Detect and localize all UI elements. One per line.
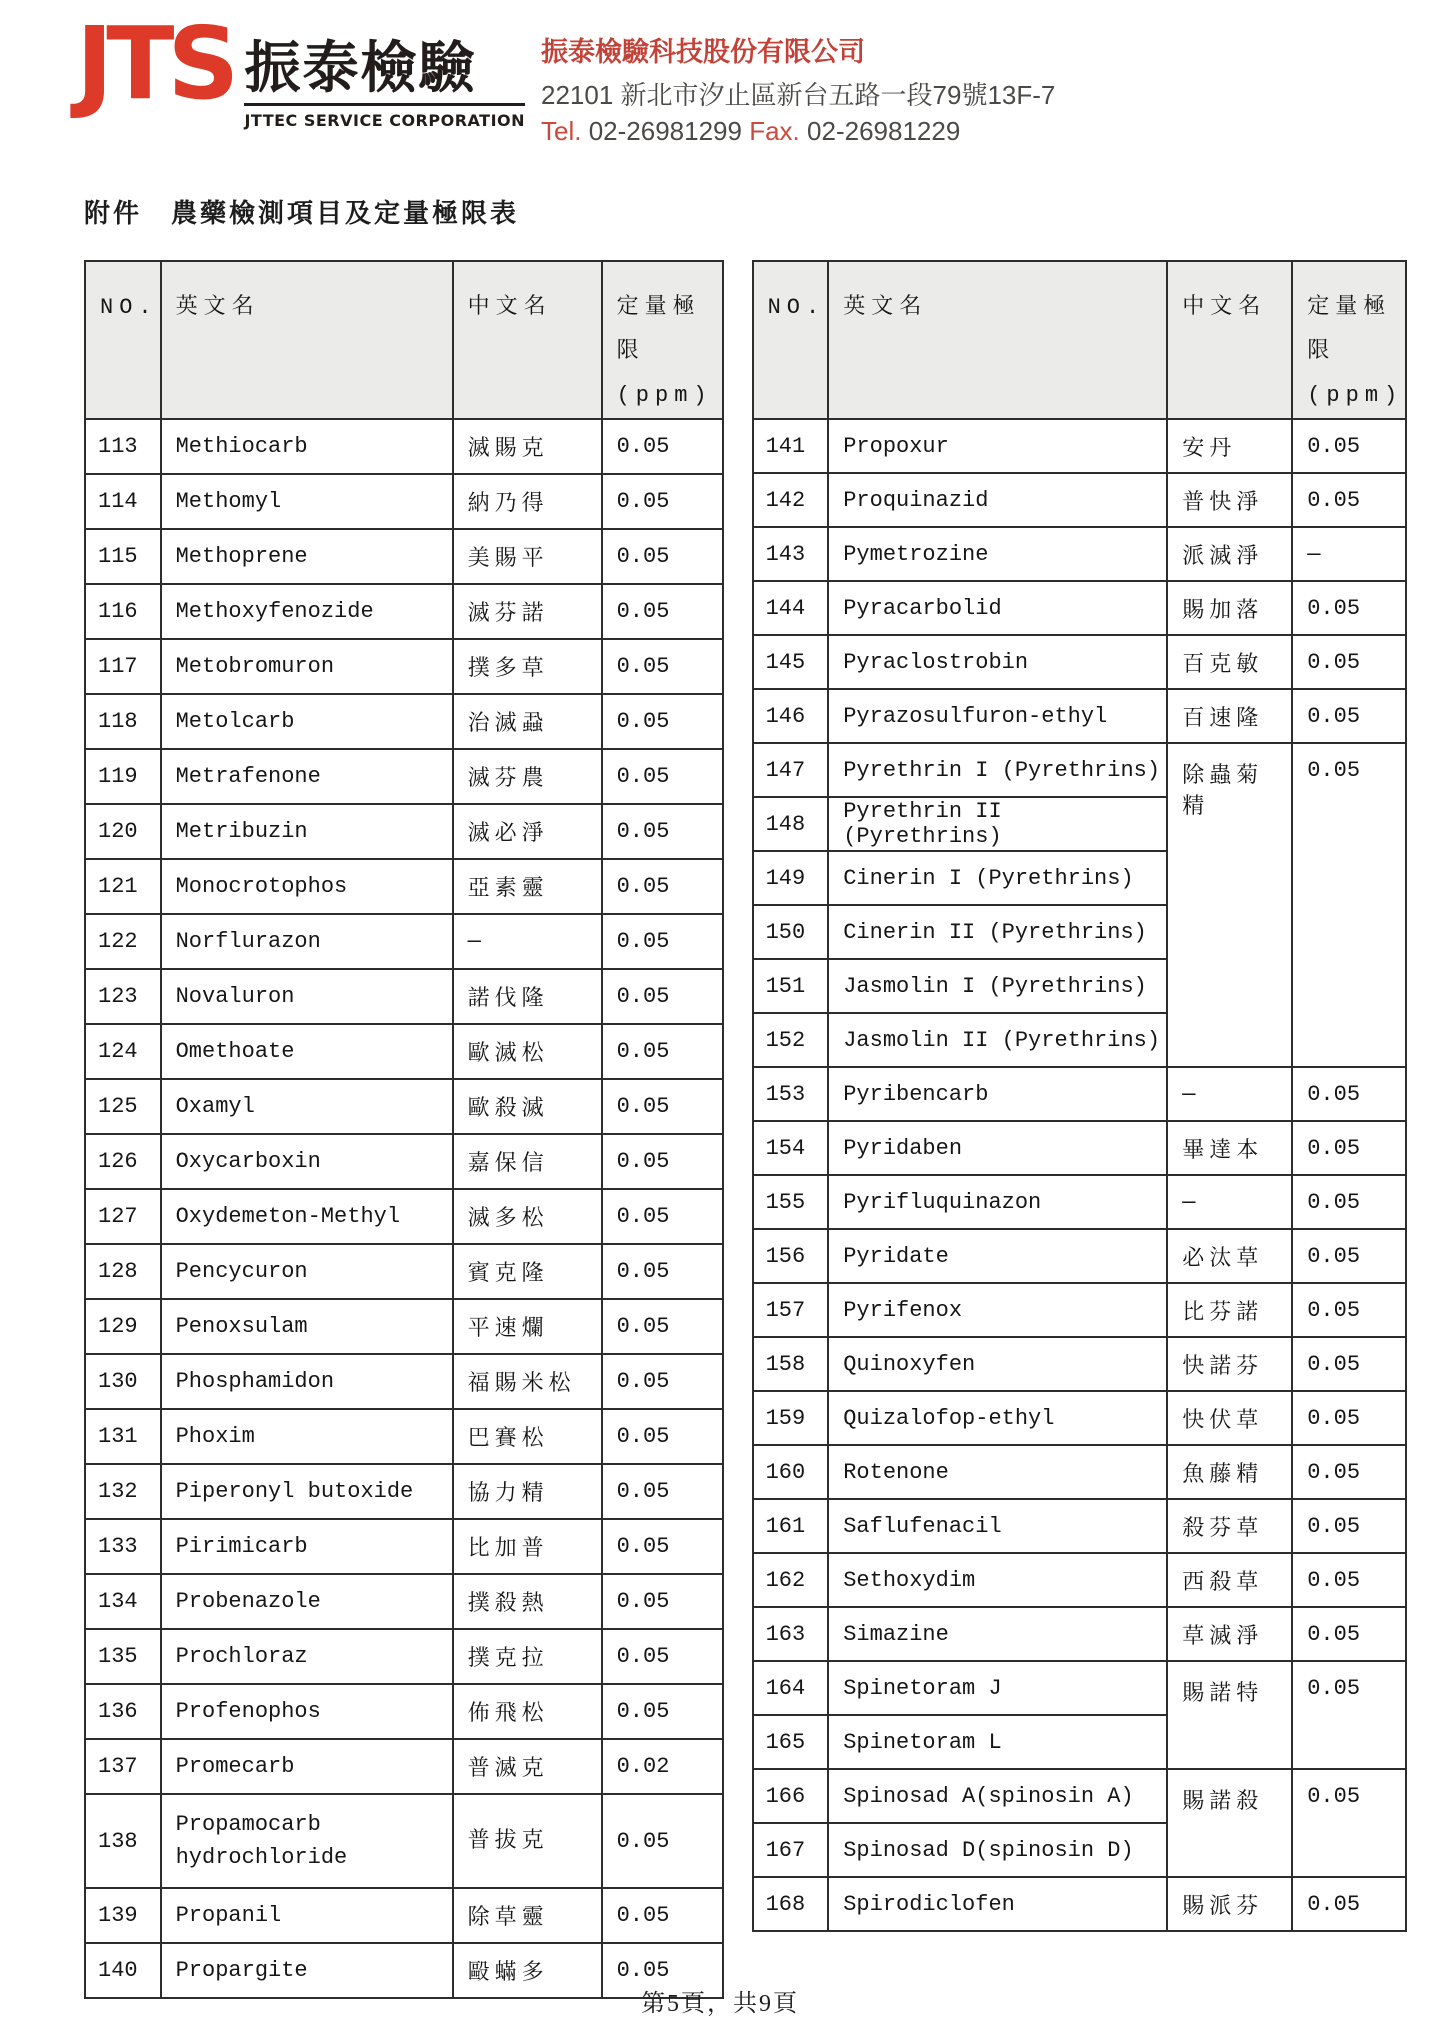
row-number: 163: [753, 1607, 829, 1661]
chinese-name: 賜派芬: [1167, 1877, 1292, 1931]
table-row: [85, 1464, 723, 1519]
limit-value: 0.05: [1292, 1121, 1406, 1175]
english-name: Pyrethrin I (Pyrethrins): [828, 743, 1167, 797]
table-row: [85, 1794, 723, 1888]
limit-value: 0.05: [1292, 1769, 1406, 1877]
chinese-name: 西殺草: [1167, 1553, 1292, 1607]
row-number: 144: [753, 581, 829, 635]
chinese-name: 滅多松: [453, 1189, 602, 1244]
row-number: 137: [85, 1739, 161, 1794]
row-number: 130: [85, 1354, 161, 1409]
table-row: [753, 419, 1407, 473]
limit-value: 0.05: [602, 1574, 723, 1629]
row-number: 114: [85, 474, 161, 529]
column-header: NO.: [753, 261, 829, 419]
english-name: Pirimicarb: [161, 1519, 453, 1574]
chinese-name: 嘉保信: [453, 1134, 602, 1189]
chinese-name: 滅賜克: [453, 419, 602, 474]
page-title: 附件 農藥檢測項目及定量極限表: [84, 199, 520, 228]
limit-value: 0.05: [602, 639, 723, 694]
table-row: [85, 1888, 723, 1943]
chinese-name: 毆蟎多: [453, 1943, 602, 1998]
english-name: Jasmolin II (Pyrethrins): [828, 1013, 1167, 1067]
table-row: [753, 635, 1407, 689]
limit-value: 0.05: [602, 1519, 723, 1574]
row-number: 165: [753, 1715, 829, 1769]
limit-value: 0.05: [602, 804, 723, 859]
row-number: 140: [85, 1943, 161, 1998]
english-name: Quinoxyfen: [828, 1337, 1167, 1391]
column-header: 定量極 限(ppm): [1292, 261, 1406, 419]
chinese-name: 撲多草: [453, 639, 602, 694]
right-table: [752, 260, 1408, 1932]
chinese-name: —: [1167, 1175, 1292, 1229]
table-row: [753, 1337, 1407, 1391]
tables-container: [84, 260, 1407, 1999]
english-name: Propamocarb hydrochloride: [161, 1794, 453, 1888]
row-number: 160: [753, 1445, 829, 1499]
table-row: [85, 419, 723, 474]
table-row: [85, 859, 723, 914]
table-row: [85, 1244, 723, 1299]
table-row: [85, 1134, 723, 1189]
row-number: 126: [85, 1134, 161, 1189]
chinese-name: 治滅蝨: [453, 694, 602, 749]
english-name: Propoxur: [828, 419, 1167, 473]
logo-divider: [244, 103, 525, 106]
row-number: 166: [753, 1769, 829, 1823]
limit-value: 0.05: [1292, 689, 1406, 743]
chinese-name: 除蟲菊精: [1167, 743, 1292, 1067]
table-row: [85, 1079, 723, 1134]
english-name: Saflufenacil: [828, 1499, 1167, 1553]
english-name: Simazine: [828, 1607, 1167, 1661]
table-row: [753, 1391, 1407, 1445]
english-name: Propargite: [161, 1943, 453, 1998]
row-number: 138: [85, 1794, 161, 1888]
limit-value: 0.05: [1292, 1283, 1406, 1337]
limit-value: 0.05: [1292, 1499, 1406, 1553]
logo-name-chinese: 振泰檢驗: [244, 36, 477, 101]
row-number: 124: [85, 1024, 161, 1079]
table-row: [85, 584, 723, 639]
english-name: Pyracarbolid: [828, 581, 1167, 635]
company-address: 22101 新北市汐止區新台五路一段79號13F-7: [541, 80, 1056, 110]
chinese-name: 普滅克: [453, 1739, 602, 1794]
table-header-row: [753, 261, 1407, 419]
table-row: [753, 743, 1407, 797]
table-row: [85, 639, 723, 694]
column-header: 定量極限 (ppm): [602, 261, 723, 419]
table-row: [85, 1189, 723, 1244]
english-name: Pyrethrin II (Pyrethrins): [828, 797, 1167, 851]
chinese-name: 滅必淨: [453, 804, 602, 859]
chinese-name: —: [1167, 1067, 1292, 1121]
chinese-name: 必汰草: [1167, 1229, 1292, 1283]
english-name: Pyrifluquinazon: [828, 1175, 1167, 1229]
english-name: Metobromuron: [161, 639, 453, 694]
column-header: 英文名: [161, 261, 453, 419]
table-row: [85, 914, 723, 969]
table-row: [85, 1024, 723, 1079]
chinese-name: 協力精: [453, 1464, 602, 1519]
row-number: 148: [753, 797, 829, 851]
chinese-name: 百克敏: [1167, 635, 1292, 689]
row-number: 127: [85, 1189, 161, 1244]
limit-value: 0.05: [602, 1079, 723, 1134]
row-number: 128: [85, 1244, 161, 1299]
limit-value: 0.05: [1292, 1445, 1406, 1499]
row-number: 147: [753, 743, 829, 797]
limit-value: 0.05: [602, 1943, 723, 1998]
limit-value: 0.05: [1292, 473, 1406, 527]
chinese-name: 普快淨: [1167, 473, 1292, 527]
row-number: 125: [85, 1079, 161, 1134]
limit-value: 0.05: [602, 419, 723, 474]
row-number: 149: [753, 851, 829, 905]
limit-value: 0.05: [602, 1354, 723, 1409]
english-name: Omethoate: [161, 1024, 453, 1079]
chinese-name: 美賜平: [453, 529, 602, 584]
limit-value: 0.05: [602, 694, 723, 749]
chinese-name: 巴賽松: [453, 1409, 602, 1464]
chinese-name: 亞素靈: [453, 859, 602, 914]
limit-value: 0.05: [1292, 1877, 1406, 1931]
table-row: [753, 527, 1407, 581]
chinese-name: 佈飛松: [453, 1684, 602, 1739]
chinese-name: 百速隆: [1167, 689, 1292, 743]
row-number: 117: [85, 639, 161, 694]
english-name: Pyridaben: [828, 1121, 1167, 1175]
english-name: Proquinazid: [828, 473, 1167, 527]
table-row: [753, 581, 1407, 635]
chinese-name: 殺芬草: [1167, 1499, 1292, 1553]
limit-value: 0.05: [602, 749, 723, 804]
english-name: Pyraclostrobin: [828, 635, 1167, 689]
table-row: [85, 1299, 723, 1354]
chinese-name: 快伏草: [1167, 1391, 1292, 1445]
company-logo: [76, 5, 526, 130]
row-number: 153: [753, 1067, 829, 1121]
limit-value: 0.05: [602, 969, 723, 1024]
limit-value: 0.05: [602, 1629, 723, 1684]
row-number: 132: [85, 1464, 161, 1519]
limit-value: 0.05: [1292, 1067, 1406, 1121]
table-row: [85, 1629, 723, 1684]
company-contact: [541, 116, 1055, 147]
limit-value: 0.05: [1292, 1229, 1406, 1283]
row-number: 139: [85, 1888, 161, 1943]
english-name: Monocrotophos: [161, 859, 453, 914]
limit-value: 0.05: [602, 1244, 723, 1299]
table-row: [85, 1574, 723, 1629]
jts-logo-mark: JTS: [76, 5, 233, 122]
row-number: 113: [85, 419, 161, 474]
english-name: Spinetoram J: [828, 1661, 1167, 1715]
english-name: Norflurazon: [161, 914, 453, 969]
table-row: [85, 749, 723, 804]
table-row: [85, 969, 723, 1024]
chinese-name: 滅芬諾: [453, 584, 602, 639]
limit-value: 0.05: [602, 914, 723, 969]
chinese-name: 平速爛: [453, 1299, 602, 1354]
table-row: [85, 1519, 723, 1574]
limit-value: 0.05: [1292, 1553, 1406, 1607]
chinese-name: 畢達本: [1167, 1121, 1292, 1175]
table-row: [753, 1553, 1407, 1607]
english-name: Pyrazosulfuron-ethyl: [828, 689, 1167, 743]
row-number: 154: [753, 1121, 829, 1175]
row-number: 142: [753, 473, 829, 527]
row-number: 119: [85, 749, 161, 804]
english-name: Metrafenone: [161, 749, 453, 804]
row-number: 161: [753, 1499, 829, 1553]
limit-value: 0.05: [602, 1464, 723, 1519]
english-name: Oxamyl: [161, 1079, 453, 1134]
column-header: 英文名: [828, 261, 1167, 419]
chinese-name: 滅芬農: [453, 749, 602, 804]
column-header: 中文名: [1167, 261, 1292, 419]
company-info: [541, 14, 1055, 147]
chinese-name: 除草靈: [453, 1888, 602, 1943]
english-name: Pyrifenox: [828, 1283, 1167, 1337]
table-row: [753, 1769, 1407, 1823]
limit-value: 0.05: [602, 1189, 723, 1244]
page-number: 第5頁，共9頁: [641, 1991, 799, 2017]
row-number: 164: [753, 1661, 829, 1715]
table-row: [753, 1661, 1407, 1715]
row-number: 151: [753, 959, 829, 1013]
chinese-name: 諾伐隆: [453, 969, 602, 1024]
table-row: [85, 694, 723, 749]
row-number: 156: [753, 1229, 829, 1283]
english-name: Pyribencarb: [828, 1067, 1167, 1121]
limit-value: 0.05: [602, 1684, 723, 1739]
row-number: 162: [753, 1553, 829, 1607]
english-name: Oxydemeton-Methyl: [161, 1189, 453, 1244]
table-row: [753, 1877, 1407, 1931]
chinese-name: 歐滅松: [453, 1024, 602, 1079]
company-name: 振泰檢驗科技股份有限公司: [541, 37, 866, 67]
logo-name-english: JTTEC SERVICE CORPORATION: [244, 110, 526, 130]
english-name: Spinosad A(spinosin A): [828, 1769, 1167, 1823]
chinese-name: 歐殺滅: [453, 1079, 602, 1134]
limit-value: 0.05: [602, 1888, 723, 1943]
limit-value: 0.05: [1292, 1607, 1406, 1661]
column-header: NO.: [85, 261, 161, 419]
row-number: 120: [85, 804, 161, 859]
fax-label: Fax.: [749, 116, 800, 146]
row-number: 129: [85, 1299, 161, 1354]
letterhead: [76, 5, 1056, 147]
english-name: Penoxsulam: [161, 1299, 453, 1354]
row-number: 159: [753, 1391, 829, 1445]
column-header: 中文名: [453, 261, 602, 419]
chinese-name: 賓克隆: [453, 1244, 602, 1299]
english-name: Oxycarboxin: [161, 1134, 453, 1189]
english-name: Promecarb: [161, 1739, 453, 1794]
row-number: 116: [85, 584, 161, 639]
table-row: [753, 689, 1407, 743]
chinese-name: 派滅淨: [1167, 527, 1292, 581]
english-name: Rotenone: [828, 1445, 1167, 1499]
english-name: Metribuzin: [161, 804, 453, 859]
limit-value: 0.05: [602, 584, 723, 639]
english-name: Cinerin II (Pyrethrins): [828, 905, 1167, 959]
english-name: Phosphamidon: [161, 1354, 453, 1409]
row-number: 133: [85, 1519, 161, 1574]
row-number: 115: [85, 529, 161, 584]
table-header-row: [85, 261, 723, 419]
row-number: 157: [753, 1283, 829, 1337]
row-number: 150: [753, 905, 829, 959]
limit-value: 0.05: [1292, 581, 1406, 635]
row-number: 141: [753, 419, 829, 473]
row-number: 122: [85, 914, 161, 969]
table-row: [753, 473, 1407, 527]
table-row: [753, 1445, 1407, 1499]
chinese-name: 撲殺熱: [453, 1574, 602, 1629]
limit-value: 0.05: [602, 474, 723, 529]
row-number: 146: [753, 689, 829, 743]
row-number: 123: [85, 969, 161, 1024]
limit-value: —: [1292, 527, 1406, 581]
english-name: Pyridate: [828, 1229, 1167, 1283]
english-name: Novaluron: [161, 969, 453, 1024]
table-row: [753, 1283, 1407, 1337]
english-name: Cinerin I (Pyrethrins): [828, 851, 1167, 905]
limit-value: 0.05: [602, 1134, 723, 1189]
chinese-name: 草滅淨: [1167, 1607, 1292, 1661]
table-row: [85, 1409, 723, 1464]
english-name: Metolcarb: [161, 694, 453, 749]
limit-value: 0.05: [1292, 743, 1406, 1067]
table-row: [753, 1229, 1407, 1283]
chinese-name: 賜諾殺: [1167, 1769, 1292, 1877]
tel-number: 02-26981299: [588, 116, 742, 146]
english-name: Propanil: [161, 1888, 453, 1943]
chinese-name: 撲克拉: [453, 1629, 602, 1684]
english-name: Spinetoram L: [828, 1715, 1167, 1769]
chinese-name: 賜諾特: [1167, 1661, 1292, 1769]
row-number: 152: [753, 1013, 829, 1067]
limit-value: 0.05: [602, 529, 723, 584]
chinese-name: 福賜米松: [453, 1354, 602, 1409]
table-row: [753, 1607, 1407, 1661]
english-name: Jasmolin I (Pyrethrins): [828, 959, 1167, 1013]
row-number: 134: [85, 1574, 161, 1629]
row-number: 145: [753, 635, 829, 689]
row-number: 167: [753, 1823, 829, 1877]
limit-value: 0.05: [602, 1409, 723, 1464]
row-number: 143: [753, 527, 829, 581]
english-name: Methiocarb: [161, 419, 453, 474]
logo-text-block: [244, 14, 525, 130]
table-row: [85, 804, 723, 859]
english-name: Pymetrozine: [828, 527, 1167, 581]
row-number: 155: [753, 1175, 829, 1229]
limit-value: 0.05: [602, 1024, 723, 1079]
tel-label: Tel.: [541, 116, 582, 146]
english-name: Methoxyfenozide: [161, 584, 453, 639]
table-row: [85, 474, 723, 529]
row-number: 158: [753, 1337, 829, 1391]
english-name: Methoprene: [161, 529, 453, 584]
english-name: Quizalofop-ethyl: [828, 1391, 1167, 1445]
limit-value: 0.05: [1292, 1661, 1406, 1769]
row-number: 118: [85, 694, 161, 749]
limit-value: 0.02: [602, 1739, 723, 1794]
table-row: [85, 1739, 723, 1794]
english-name: Phoxim: [161, 1409, 453, 1464]
row-number: 131: [85, 1409, 161, 1464]
row-number: 136: [85, 1684, 161, 1739]
chinese-name: —: [453, 914, 602, 969]
table-row: [85, 1684, 723, 1739]
limit-value: 0.05: [602, 1299, 723, 1354]
limit-value: 0.05: [1292, 635, 1406, 689]
english-name: Pencycuron: [161, 1244, 453, 1299]
table-row: [753, 1067, 1407, 1121]
english-name: Piperonyl butoxide: [161, 1464, 453, 1519]
chinese-name: 比加普: [453, 1519, 602, 1574]
english-name: Probenazole: [161, 1574, 453, 1629]
chinese-name: 比芬諾: [1167, 1283, 1292, 1337]
chinese-name: 安丹: [1167, 419, 1292, 473]
english-name: Prochloraz: [161, 1629, 453, 1684]
limit-value: 0.05: [1292, 1175, 1406, 1229]
table-row: [85, 1354, 723, 1409]
table-row: [753, 1121, 1407, 1175]
english-name: Methomyl: [161, 474, 453, 529]
limit-value: 0.05: [602, 859, 723, 914]
chinese-name: 快諾芬: [1167, 1337, 1292, 1391]
row-number: 121: [85, 859, 161, 914]
limit-value: 0.05: [1292, 419, 1406, 473]
table-row: [753, 1175, 1407, 1229]
row-number: 168: [753, 1877, 829, 1931]
english-name: Spirodiclofen: [828, 1877, 1167, 1931]
table-row: [85, 529, 723, 584]
chinese-name: 賜加落: [1167, 581, 1292, 635]
limit-value: 0.05: [602, 1794, 723, 1888]
chinese-name: 魚藤精: [1167, 1445, 1292, 1499]
limit-value: 0.05: [1292, 1337, 1406, 1391]
english-name: Profenophos: [161, 1684, 453, 1739]
limit-value: 0.05: [1292, 1391, 1406, 1445]
english-name: Spinosad D(spinosin D): [828, 1823, 1167, 1877]
row-number: 135: [85, 1629, 161, 1684]
english-name: Sethoxydim: [828, 1553, 1167, 1607]
fax-number: 02-26981229: [807, 116, 961, 146]
chinese-name: 普拔克: [453, 1794, 602, 1888]
table-row: [753, 1499, 1407, 1553]
chinese-name: 納乃得: [453, 474, 602, 529]
left-table: [84, 260, 724, 1999]
